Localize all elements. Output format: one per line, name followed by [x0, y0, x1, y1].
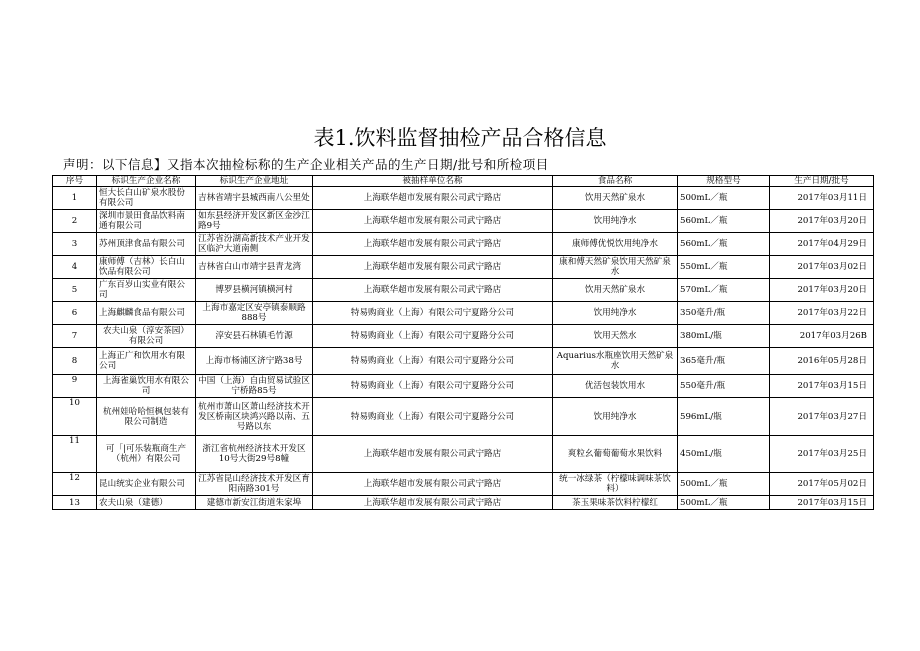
page-title: 表1.饮料监督抽检产品合格信息: [313, 126, 607, 150]
production-date: 2017年03月15日: [770, 375, 874, 398]
manufacturer-address: 吉林省靖宇县城西南八公里处: [196, 187, 313, 210]
manufacturer-name: 可「|可乐装瓶商生产（杭州）有限公司: [97, 436, 196, 473]
manufacturer-name: 昆山统实企业有限公司: [97, 473, 196, 496]
manufacturer-address: 吉林省白山市靖宇县青龙湾: [196, 256, 313, 279]
manufacturer-address: 江苏省汾湖高新技术产业开发区临沪大道南侧: [196, 233, 313, 256]
row-number: 7: [53, 325, 97, 348]
manufacturer-name: 广东百岁山实业有限公司: [97, 279, 196, 302]
production-date: 2017年03月27日: [770, 398, 874, 436]
production-date: 2017年05月02日: [770, 473, 874, 496]
food-name: 饮用纯净水: [553, 398, 678, 436]
manufacturer-address: 浙江省杭州经济技术开发区10号大街29号8幢: [196, 436, 313, 473]
row-number: 12: [53, 473, 97, 496]
manufacturer-name: 农夫山泉（建德）: [97, 496, 196, 510]
specification: 500mL／瓶: [678, 473, 770, 496]
row-number: 5: [53, 279, 97, 302]
manufacturer-name: 杭州娃哈哈恒枫包装有限公司制造: [97, 398, 196, 436]
sampled-unit: 上海联华超市发展有限公司武宁路店: [313, 256, 553, 279]
manufacturer-name: 上海雀巢饮用水有限公司: [97, 375, 196, 398]
production-date: 2017年03月20日: [770, 210, 874, 233]
sampled-unit: 上海联华超市发展有限公司武宁路店: [313, 233, 553, 256]
specification: 380mL/瓶: [678, 325, 770, 348]
food-name: 茶玉果味茶饮料柠檬红: [553, 496, 678, 510]
manufacturer-address: 建德市新安江街道朱家埠: [196, 496, 313, 510]
sampled-unit: 上海联华超市发展有限公司武宁路店: [313, 187, 553, 210]
header-cell: 标识生产企业名称: [97, 176, 196, 187]
row-number: 2: [53, 210, 97, 233]
row-number: 13: [53, 496, 97, 510]
sampled-unit: 特易购商业（上海）有限公司宁夏路分公司: [313, 325, 553, 348]
table-row: [53, 496, 874, 510]
food-name: 爽粒幺葡萄葡萄水果饮料: [553, 436, 678, 473]
specification: 350毫升/瓶: [678, 302, 770, 325]
production-date: 2017年03月22日: [770, 302, 874, 325]
production-date: 2017年03月26B: [770, 325, 874, 348]
sampled-unit: 特易购商业（上海）有限公司宁夏路分公司: [313, 348, 553, 375]
manufacturer-address: 江苏省昆山经济技术开发区育阳南路301号: [196, 473, 313, 496]
table-row: [53, 325, 874, 348]
specification: 570mL／瓶: [678, 279, 770, 302]
sampled-unit: 上海联华超市发展有限公司武宁路店: [313, 279, 553, 302]
production-date: 2017年03月20日: [770, 279, 874, 302]
manufacturer-address: 中国（上海）自由贸易试验区宁桥路85号: [196, 375, 313, 398]
food-name: 饮用纯净水: [553, 302, 678, 325]
row-number: 6: [53, 302, 97, 325]
row-number: 1: [53, 187, 97, 210]
header-cell: 规格型号: [678, 176, 770, 187]
manufacturer-address: 上海市嘉定区安亭镇泰顺路888号: [196, 302, 313, 325]
header-cell: 序号: [53, 176, 97, 187]
production-date: 2017年03月02日: [770, 256, 874, 279]
table-row: [53, 256, 874, 279]
sampled-unit: 特易购商业（上海）有限公司宁夏路分公司: [313, 302, 553, 325]
sampled-unit: 上海联华超市发展有限公司武宁路店: [313, 210, 553, 233]
table-header-row: [53, 176, 874, 187]
table-row: [53, 375, 874, 398]
header-cell: 食品名称: [553, 176, 678, 187]
manufacturer-name: 深圳市景田食品饮料南通有限公司: [97, 210, 196, 233]
specification: 550毫升/瓶: [678, 375, 770, 398]
production-date: 2017年04月29日: [770, 233, 874, 256]
table-row: [53, 233, 874, 256]
food-name: 饮用天然水: [553, 325, 678, 348]
statement-text: 声明：以下信息】又指本次抽检标称的生产企业相关产品的生产日期/批号和所检项目: [63, 157, 549, 172]
specification: 500mL／瓶: [678, 496, 770, 510]
specification: 500mL／瓶: [678, 187, 770, 210]
production-date: 2017年03月25日: [770, 436, 874, 473]
inspection-table: [52, 175, 874, 510]
table-row: [53, 279, 874, 302]
manufacturer-name: 康师傅（吉林）长白山饮品有限公司: [97, 256, 196, 279]
manufacturer-name: 苏州顶津食品有限公司: [97, 233, 196, 256]
table-row: [53, 210, 874, 233]
manufacturer-address: 如东县经济开发区新区金沙江路9号: [196, 210, 313, 233]
food-name: 统一冰绿茶（柠檬味调味茶饮料）: [553, 473, 678, 496]
manufacturer-name: 上海麒麟食品有限公司: [97, 302, 196, 325]
row-number: 4: [53, 256, 97, 279]
manufacturer-name: 上海正广和饮用水有限公司: [97, 348, 196, 375]
specification: 550mL／瓶: [678, 256, 770, 279]
specification: 560mL／瓶: [678, 210, 770, 233]
production-date: 2016年05月28日: [770, 348, 874, 375]
header-cell: 被抽样单位名称: [313, 176, 553, 187]
header-cell: 生产日期/批号: [770, 176, 874, 187]
food-name: 康和傅天然矿泉饮用天然矿泉水: [553, 256, 678, 279]
manufacturer-address: 博罗县横河镇横河村: [196, 279, 313, 302]
row-number: 8: [53, 348, 97, 375]
sampled-unit: 特易购商业（上海）有限公司宁夏路分公司: [313, 375, 553, 398]
row-number: 11: [53, 436, 97, 473]
row-number: 9: [53, 375, 97, 398]
header-cell: 标识生产企业地址: [196, 176, 313, 187]
food-name: 饮用天然矿泉水: [553, 279, 678, 302]
manufacturer-name: 农夫山泉（淳安茶园）有限公司: [97, 325, 196, 348]
row-number: 3: [53, 233, 97, 256]
sampled-unit: 上海联华超市发展有限公司武宁路店: [313, 496, 553, 510]
food-name: 康师傅优悦饮用纯净水: [553, 233, 678, 256]
specification: 560mL／瓶: [678, 233, 770, 256]
specification: 365毫升/瓶: [678, 348, 770, 375]
table-row: [53, 348, 874, 375]
food-name: 饮用天然矿泉水: [553, 187, 678, 210]
food-name: 优活包装饮用水: [553, 375, 678, 398]
sampled-unit: 特易购商业（上海）有限公司宁夏路分公司: [313, 398, 553, 436]
food-name: Aquarius水瓶座饮用天然矿泉水: [553, 348, 678, 375]
manufacturer-address: 上海市杨浦区济宁路38号: [196, 348, 313, 375]
table-row: [53, 436, 874, 473]
table-row: [53, 398, 874, 436]
row-number: 10: [53, 398, 97, 436]
manufacturer-address: 杭州市萧山区萧山经济技术开发区桥南区块鸿兴路以南、五号路以东: [196, 398, 313, 436]
specification: 596mL/瓶: [678, 398, 770, 436]
table-row: [53, 302, 874, 325]
table-row: [53, 473, 874, 496]
production-date: 2017年03月15日: [770, 496, 874, 510]
production-date: 2017年03月11日: [770, 187, 874, 210]
sampled-unit: 上海联华超市发展有限公司武宁路店: [313, 473, 553, 496]
sampled-unit: 上海联华超市发展有限公司武宁路店: [313, 436, 553, 473]
food-name: 饮用纯净水: [553, 210, 678, 233]
manufacturer-address: 淳安县石林镇毛竹源: [196, 325, 313, 348]
table-row: [53, 187, 874, 210]
specification: 450mL/瓶: [678, 436, 770, 473]
manufacturer-name: 恒大长白山矿泉水股份有限公司: [97, 187, 196, 210]
